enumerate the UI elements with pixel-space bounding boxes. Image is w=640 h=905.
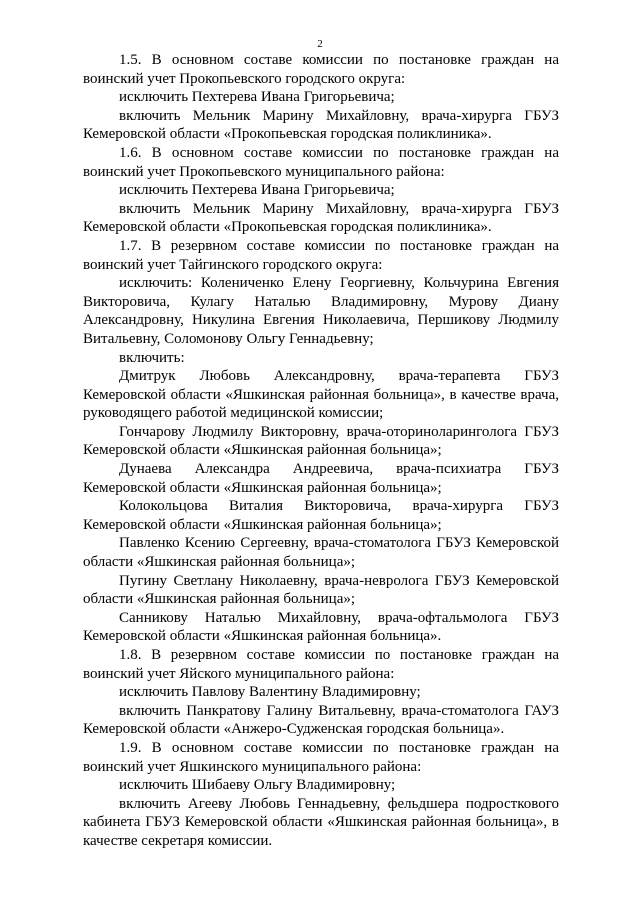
paragraph-1-8: 1.8. В резервном составе комиссии по постановке граждан на воинский учет Яйского муниципального района: <box>83 647 559 682</box>
paragraph-1-5-include: включить Мельник Марину Михайловну, врача-хирурга ГБУЗ Кемеровской области «Прокопьевская городская поликлиника». <box>83 107 559 143</box>
paragraph-1-7-person: Гончарову Людмилу Викторовну, врача-оториноларинголога ГБУЗ Кемеровской области «Яшкинская районная больница»; <box>83 423 559 459</box>
paragraph-1-6-include: включить Мельник Марину Михайловну, врача-хирурга ГБУЗ Кемеровской области «Прокопьевская городская поликлиника». <box>83 200 559 236</box>
paragraph-1-9: 1.9. В основном составе комиссии по постановке граждан на воинский учет Яшкинского муниципального района: <box>83 739 559 775</box>
paragraph-1-7-person: Колокольцова Виталия Викторовича, врача-хирурга ГБУЗ Кемеровской области «Яшкинская районная больница»; <box>83 498 559 533</box>
paragraph-1-9-exclude: исключить Шибаеву Ольгу Владимировну; <box>119 777 396 794</box>
document-body <box>83 51 559 851</box>
paragraph-1-6-exclude: исключить Пехтерева Ивана Григорьевича; <box>119 182 395 199</box>
paragraph-1-5: 1.5. В основном составе комиссии по постановке граждан на воинский учет Прокопьевского городского округа: <box>83 52 559 87</box>
paragraph-1-9-include: включить Агееву Любовь Геннадьевну, фельдшера подросткового кабинета ГБУЗ Кемеровской области «Яшкинская районная больница», в качестве секретаря комиссии. <box>83 795 559 849</box>
paragraph-1-7-person: Дунаева Александра Андреевича, врача-психиатра ГБУЗ Кемеровской области «Яшкинская районная больница»; <box>83 461 559 496</box>
paragraph-1-7-person: Павленко Ксению Сергеевну, врача-стоматолога ГБУЗ Кемеровской области «Яшкинская районная больница»; <box>83 535 559 571</box>
paragraph-1-8-include: включить Панкратову Галину Витальевну, врача-стоматолога ГАУЗ Кемеровской области «Анжеро-Судженская городская больница». <box>83 702 559 738</box>
page-number: 2 <box>317 38 323 50</box>
paragraph-1-6: 1.6. В основном составе комиссии по постановке граждан на воинский учет Прокопьевского муниципального района: <box>83 144 559 180</box>
paragraph-1-7-exclude: исключить: Колениченко Елену Георгиевну, Кольчурина Евгения Викторовича, Кулагу Наталью Владимировну, Мурову Диану Александровну, Никулина Евгения Николаевича, Першикову Людмилу Витальевну, Соломонову Ольгу Геннадьевну; <box>83 275 559 347</box>
paragraph-1-5-exclude: исключить Пехтерева Ивана Григорьевича; <box>119 89 395 106</box>
paragraph-1-7-person: Санникову Наталью Михайловну, врача-офтальмолога ГБУЗ Кемеровской области «Яшкинская районная больница». <box>83 609 559 645</box>
paragraph-1-7-person: Пугину Светлану Николаевну, врача-невролога ГБУЗ Кемеровской области «Яшкинская районная больница»; <box>83 572 559 608</box>
paragraph-1-8-exclude: исключить Павлову Валентину Владимировну; <box>119 684 421 701</box>
paragraph-1-7: 1.7. В резервном составе комиссии по постановке граждан на воинский учет Тайгинского городского округа: <box>83 237 559 273</box>
paragraph-1-7-person: Дмитрук Любовь Александровну, врача-терапевта ГБУЗ Кемеровской области «Яшкинская районная больница», в качестве врача, руководящего работой медицинской комиссии; <box>83 368 559 422</box>
paragraph-1-7-include-heading: включить: <box>119 349 185 366</box>
